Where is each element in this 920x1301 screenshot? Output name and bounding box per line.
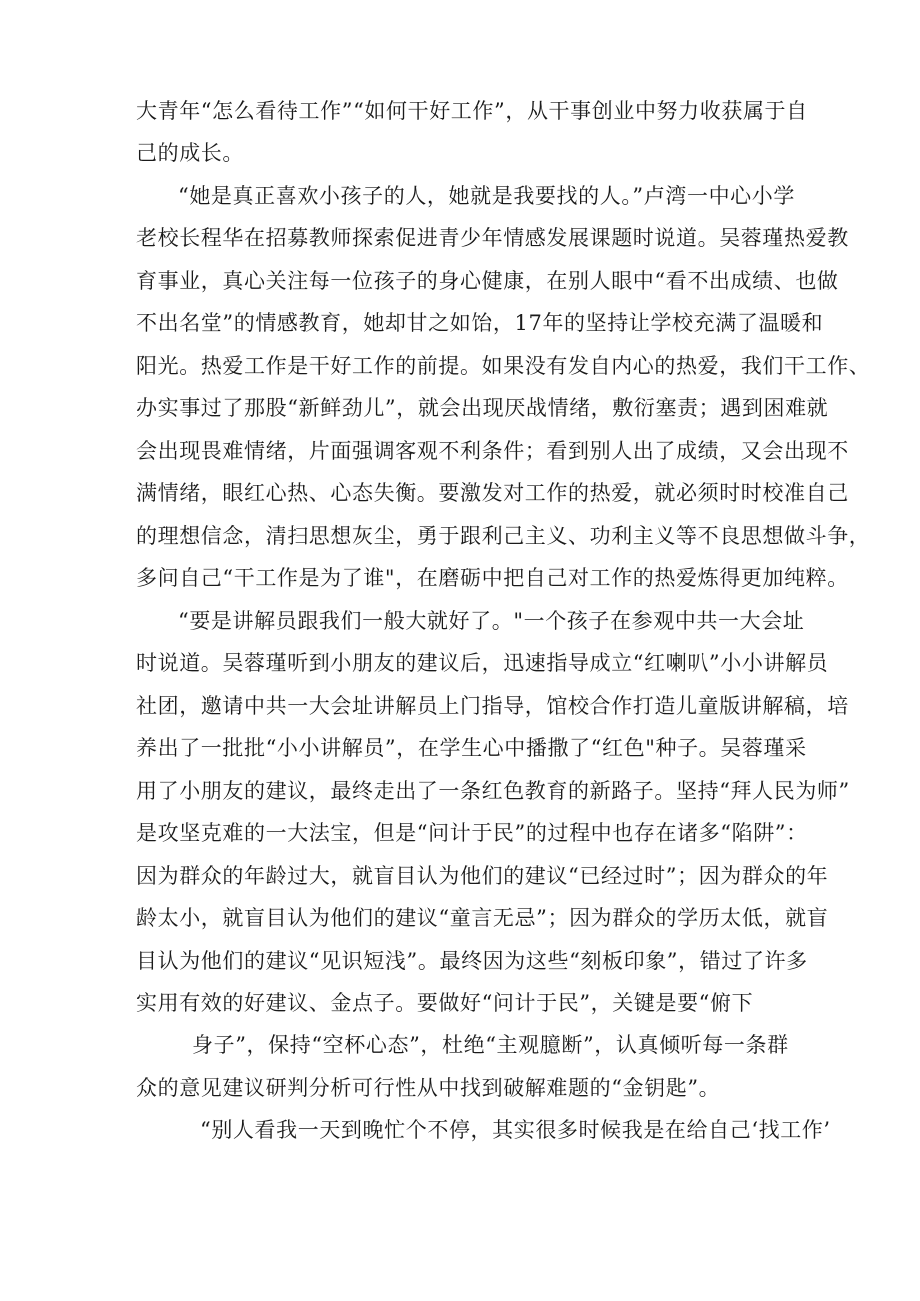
text-line-15: 社团，邀请中共一大会址讲解员上门指导，馆校合作打造儿童版讲解稿，培 (136, 694, 849, 718)
text-line-10: 满情绪，眼红心热、心态失衡。要激发对工作的热爱，就必须时时校准自己 (136, 481, 849, 505)
text-line-19: 因为群众的年龄过大，就盲目认为他们的建议“已经过时”；因为群众的年 (136, 864, 829, 888)
text-line-8: 办实事过了那股“新鲜劲儿”，就会出现厌战情绪，敷衍塞责；遇到困难就 (136, 396, 829, 420)
text-line-4: 老校长程华在招募教师探索促进青少年情感发展课题时说道。吴蓉瑾热爱教 (136, 226, 849, 250)
text-line-20: 龄太小，就盲目认为他们的建议“童言无忌”；因为群众的学历太低，就盲 (136, 906, 829, 930)
text-line-5: 育事业，真心关注每一位孩子的身心健康，在别人眼中“看不出成绩、也做 (136, 269, 839, 293)
text-line-9: 会出现畏难情绪，片面强调客观不利条件；看到别人出了成绩，又会出现不 (136, 439, 849, 463)
text-line-12: 多问自己“干工作是为了谁"，在磨砺中把自己对工作的热爱炼得更加纯粹。 (136, 566, 849, 590)
text-line-22: 实用有效的好建议、金点子。要做好“问计于民”，关键是要“俯下 (136, 991, 754, 1015)
text-line-14: 时说道。吴蓉瑾听到小朋友的建议后，迅速指导成立“红喇叭”小小讲解员 (136, 651, 829, 675)
text-line-16: 养出了一批批“小小讲解员”，在学生心中播撒了“红色"种子。吴蓉瑾采 (136, 736, 807, 760)
text-line-7: 阳光。热爱工作是干好工作的前提。如果没有发自内心的热爱，我们干工作、 (136, 354, 871, 378)
text-line-2: 己的成长。 (136, 141, 244, 165)
text-line-24: 众的意见建议研判分析可行性从中找到破解难题的“金钥匙”。 (136, 1076, 721, 1100)
text-line-23: 身子”，保持“空杯心态”，杜绝“主观臆断”，认真倾听每一条群 (192, 1033, 789, 1057)
text-line-13: “要是讲解员跟我们一般大就好了。"一个孩子在参观中共一大会址 (178, 609, 805, 633)
text-line-25: “别人看我一天到晚忙个不停，其实很多时候我是在给自己‘找工作’ (200, 1118, 831, 1142)
text-line-11: 的理想信念，清扫思想灰尘，勇于跟利己主义、功利主义等不良思想做斗争， (136, 524, 871, 548)
text-line-1: 大青年“怎么看待工作”“如何干好工作”，从干事创业中努力收获属于自 (136, 99, 808, 123)
text-line-3: “她是真正喜欢小孩子的人，她就是我要找的人。”卢湾一中心小学 (178, 184, 795, 208)
text-line-6: 不出名堂”的情感教育，她却甘之如饴，17年的坚持让学校充满了温暖和 (136, 311, 824, 335)
text-line-17: 用了小朋友的建议，最终走出了一条红色教育的新路子。坚持“拜人民为师” (136, 779, 850, 803)
text-line-21: 目认为他们的建议“见识短浅”。最终因为这些“刻板印象”，错过了许多 (136, 949, 808, 973)
text-line-18: 是攻坚克难的一大法宝，但是“问计于民”的过程中也存在诸多“陷阱”： (136, 821, 808, 845)
